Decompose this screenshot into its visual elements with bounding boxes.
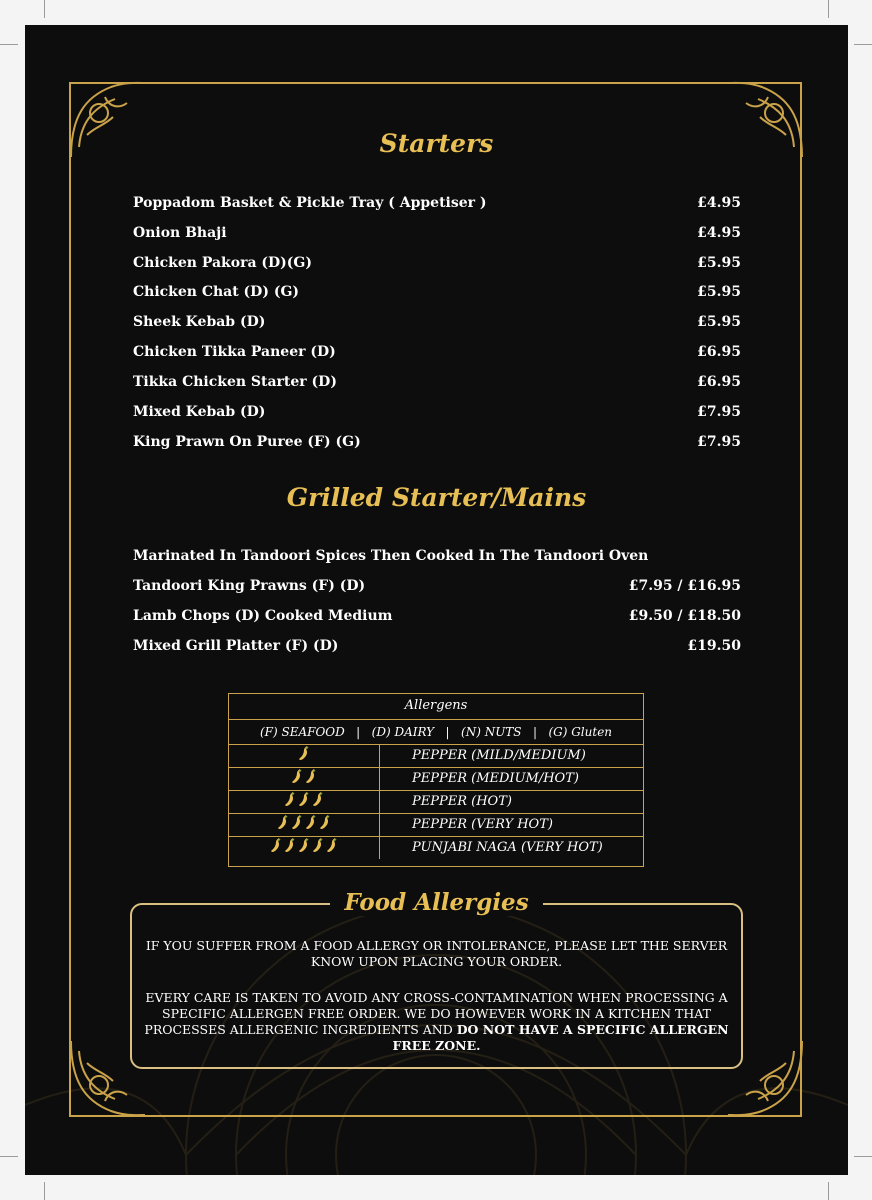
- menu-item: [133, 608, 741, 632]
- menu-item-price: £6.95: [697, 374, 741, 390]
- no-allergen-free-zone: DO NOT HAVE A SPECIFIC ALLERGEN FREE ZONE.: [392, 1022, 729, 1053]
- grilled-description: Marinated In Tandoori Spices Then Cooked In The Tandoori Oven: [133, 548, 649, 564]
- allergens-title: Allergens: [229, 694, 643, 720]
- chili-pepper-icon: [312, 837, 324, 861]
- menu-item-name: Mixed Kebab (D): [133, 404, 266, 420]
- menu-item: [133, 374, 741, 398]
- menu-item-name: Sheek Kebab (D): [133, 314, 266, 330]
- crop-mark: [0, 44, 18, 45]
- chili-pepper-icon: [291, 814, 303, 838]
- menu-item-name: Mixed Grill Platter (F) (D): [133, 638, 339, 654]
- allergens-table: [228, 693, 644, 867]
- chili-pepper-icon: [319, 814, 331, 838]
- crop-mark: [44, 1182, 45, 1200]
- pepper-row: [229, 745, 643, 768]
- pepper-label: PUNJABI NAGA (VERY HOT): [412, 840, 603, 855]
- crop-mark: [828, 0, 829, 18]
- chili-pepper-icon: [305, 768, 317, 792]
- chili-pepper-icon: [298, 837, 310, 861]
- pepper-row: [229, 791, 643, 814]
- pepper-label: PEPPER (MILD/MEDIUM): [412, 748, 586, 763]
- menu-item: [133, 255, 741, 279]
- crop-mark: [828, 1182, 829, 1200]
- pepper-icons: [229, 745, 380, 767]
- menu-item-price: £7.95: [697, 404, 741, 420]
- menu-item: [133, 314, 741, 338]
- pepper-row: [229, 768, 643, 791]
- menu-item-price: £4.95: [697, 195, 741, 211]
- crop-mark: [0, 1156, 18, 1157]
- menu-page: [25, 25, 848, 1175]
- crop-mark: [854, 44, 872, 45]
- chili-pepper-icon: [305, 814, 317, 838]
- menu-item-price: £5.95: [697, 255, 741, 271]
- pepper-icons: [229, 814, 380, 836]
- menu-item-price: £9.50 / £18.50: [628, 608, 741, 624]
- chili-pepper-icon: [298, 745, 310, 769]
- chili-pepper-icon: [291, 768, 303, 792]
- menu-item-name: Chicken Pakora (D)(G): [133, 255, 312, 271]
- pepper-label: PEPPER (VERY HOT): [412, 817, 553, 832]
- food-allergies-heading: [25, 889, 848, 916]
- menu-item: [133, 578, 741, 602]
- chili-pepper-icon: [326, 837, 338, 861]
- menu-item: [133, 225, 741, 249]
- menu-item-name: Chicken Chat (D) (G): [133, 284, 300, 300]
- pepper-icons: [229, 791, 380, 813]
- menu-item: [133, 344, 741, 368]
- cross-contamination-paragraph: [140, 990, 733, 1054]
- menu-item-price: £7.95: [697, 434, 741, 450]
- menu-item: [133, 195, 741, 219]
- pepper-label: PEPPER (HOT): [412, 794, 512, 809]
- menu-item-price: £7.95 / £16.95: [628, 578, 741, 594]
- pepper-icons: [229, 837, 380, 859]
- pepper-icons: [229, 768, 380, 790]
- crop-mark: [854, 1156, 872, 1157]
- pepper-row: [229, 814, 643, 837]
- menu-item-name: Tandoori King Prawns (F) (D): [133, 578, 366, 594]
- menu-item-price: £5.95: [697, 284, 741, 300]
- pepper-label: PEPPER (MEDIUM/HOT): [412, 771, 579, 786]
- chili-pepper-icon: [284, 791, 296, 815]
- crop-mark: [44, 0, 45, 18]
- menu-item: [133, 434, 741, 458]
- starters-heading: Starters: [379, 129, 494, 158]
- cross-contamination-lead: EVERY CARE IS TAKEN TO AVOID ANY CROSS-CONTAMINATION WHEN PROCESSING A SPECIFIC ALLERGEN FREE ORDER. WE DO HOWEVER WORK IN A KITCHEN THAT PROCESSES ALLERGENIC INGREDIENTS AND: [144, 990, 728, 1037]
- pepper-row: [229, 837, 643, 859]
- menu-item-name: Lamb Chops (D) Cooked Medium: [133, 608, 393, 624]
- chili-pepper-icon: [270, 837, 282, 861]
- chili-pepper-icon: [284, 837, 296, 861]
- menu-item-price: £19.50: [687, 638, 741, 654]
- food-allergies-title: Food Allergies: [330, 889, 542, 916]
- menu-item-name: Onion Bhaji: [133, 225, 227, 241]
- menu-item-price: £4.95: [697, 225, 741, 241]
- allergen-codes: (F) SEAFOOD | (D) DAIRY | (N) NUTS | (G) Gluten: [229, 720, 643, 745]
- chili-pepper-icon: [298, 791, 310, 815]
- menu-item-name: Tikka Chicken Starter (D): [133, 374, 337, 390]
- menu-item-name: King Prawn On Puree (F) (G): [133, 434, 361, 450]
- grilled-heading: Grilled Starter/Mains: [286, 483, 587, 512]
- menu-item-name: Poppadom Basket & Pickle Tray ( Appetiser ): [133, 195, 487, 211]
- chili-pepper-icon: [312, 791, 324, 815]
- menu-item-price: £5.95: [697, 314, 741, 330]
- menu-item-price: £6.95: [697, 344, 741, 360]
- menu-item: [133, 284, 741, 308]
- menu-item-name: Chicken Tikka Paneer (D): [133, 344, 336, 360]
- allergy-notice-paragraph: IF YOU SUFFER FROM A FOOD ALLERGY OR INTOLERANCE, PLEASE LET THE SERVER KNOW UPON PLACING YOUR ORDER.: [145, 938, 728, 969]
- menu-item: [133, 404, 741, 428]
- chili-pepper-icon: [277, 814, 289, 838]
- menu-item: [133, 638, 741, 662]
